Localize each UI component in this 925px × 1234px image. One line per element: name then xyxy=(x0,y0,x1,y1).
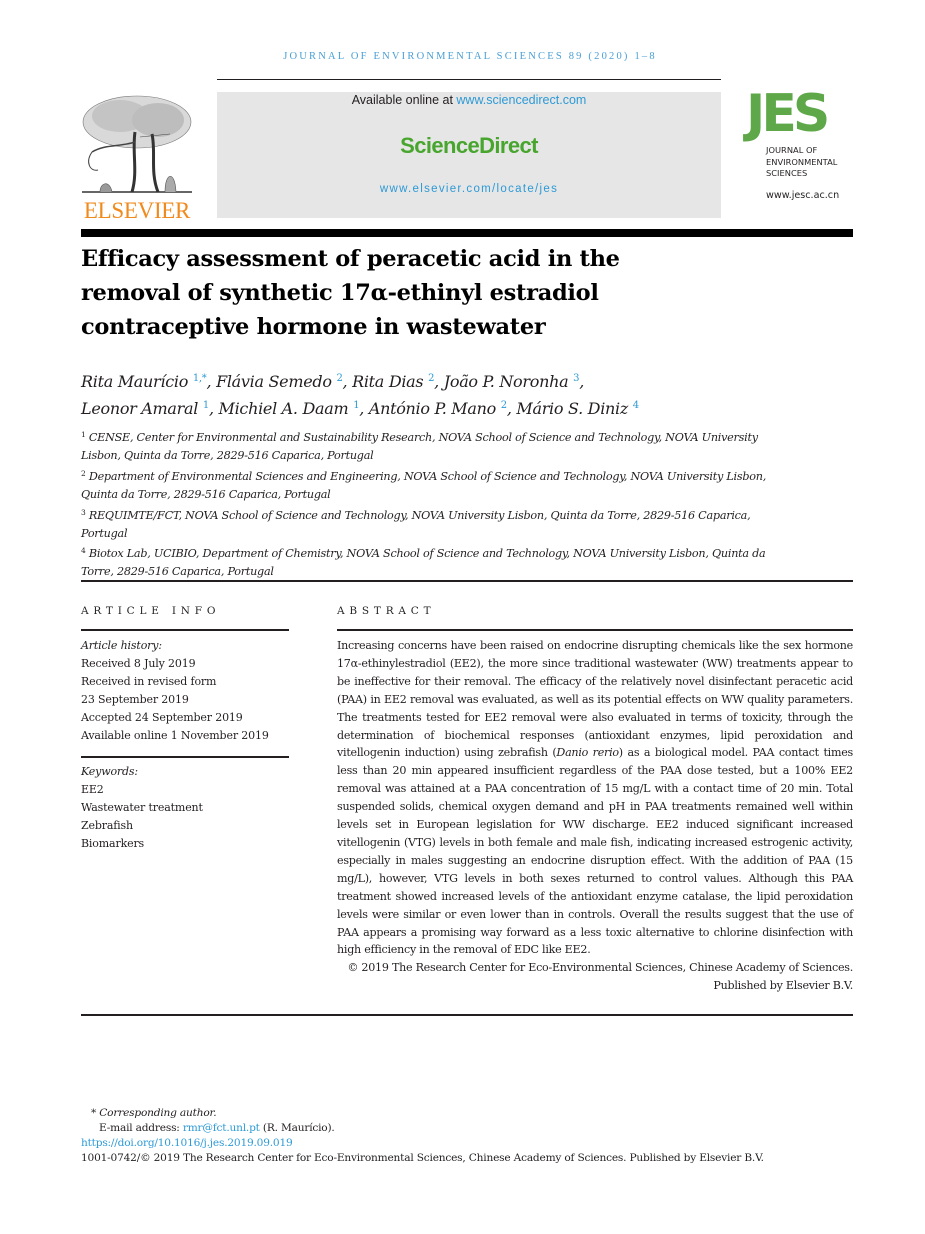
footnotes xyxy=(81,1106,764,1166)
email-line xyxy=(81,1121,764,1136)
history-item: Received in revised form xyxy=(81,674,217,688)
article-history xyxy=(81,637,269,744)
email-link[interactable]: rmr@fct.unl.pt xyxy=(182,1122,260,1134)
footnote-divider xyxy=(81,1014,853,1016)
affiliation-item xyxy=(81,426,781,465)
running-head: JOURNAL OF ENVIRONMENTAL SCIENCES 89 (2020) 1–8 xyxy=(283,51,657,62)
affiliation-text: Biotox Lab, UCIBIO, Department of Chemistry, NOVA School of Science and Technology, NOVA University Lisbon, Quinta da Torre, 2829-516 Caparica, Portugal xyxy=(81,547,766,579)
article-info-heading: ARTICLE INFO xyxy=(81,605,221,617)
abstract-copyright: © 2019 The Research Center for Eco-Environmental Sciences, Chinese Academy of Sciences. Published by Elsevier B.V. xyxy=(347,961,853,993)
sciencedirect-logo: ScienceDirect xyxy=(400,133,538,158)
jes-logo: JES xyxy=(746,84,827,144)
abstract-text-part: Increasing concerns have been raised on endocrine disrupting chemicals like the sex hormone 17α-ethinylestradiol (EE2), the more since traditional wastewater (WW) treatments appear to be ineffective for their removal. The efficacy of the relatively novel disinfectant peracetic acid (PAA) in EE2 removal was evaluated, as well as its potential effects on WW quality parameters. The treatments tested for EE2 removal were also evaluated in terms of toxicity, through the determination of biochemical responses (antioxidant enzymes, lipid peroxidation and vitellogenin induction) using zebrafish ( xyxy=(337,639,853,760)
abstract-text-part: ) as a biological model. PAA contact times less than 20 min appeared insufficient regardless of the PAA dose tested, but a 100% EE2 removal was attained at a PAA concentration of 15 mg/L with a contact time of 20 min. Total suspended solids, chemical oxygen demand and pH in PAA treatments remained well within levels set in European legislation for WW discharge. EE2 induced significant increased vitellogenin (VTG) levels in both female and male fish, indicating increased estrogenic activity, especially in males suggesting an endocrine disruption effect. With the addition of PAA (15 mg/L), however, VTG levels in both sexes returned to control values. Although this PAA treatment showed increased levels of the antioxidant enzyme catalase, the lipid peroxidation levels were similar or even lower than in controls. Overall the results suggest that the use of PAA appears a promising way forward as a less toxic alternative to chlorine disinfection with high efficiency in the removal of EDC like EE2. xyxy=(337,746,853,957)
affiliation-text: CENSE, Center for Environmental and Sustainability Research, NOVA School of Science and Technology, NOVA University Lisbon, Quinta da Torre, 2829-516 Caparica, Portugal xyxy=(81,431,758,462)
affiliation-item xyxy=(81,465,781,504)
author-affiliation-ref[interactable]: 2 xyxy=(336,373,343,384)
history-item: Accepted 24 September 2019 xyxy=(81,710,243,724)
keyword-item: Wastewater treatment xyxy=(81,800,203,814)
affiliation-item xyxy=(81,542,781,581)
affiliation-text: Department of Environmental Sciences and Engineering, NOVA School of Science and Technology, NOVA University Lisbon, Quinta da Torre, 2829-516 Caparica, Portugal xyxy=(81,469,767,501)
author-name: Mário S. Diniz xyxy=(516,399,628,418)
species-name: Danio rerio xyxy=(556,746,619,760)
keyword-item: Biomarkers xyxy=(81,836,145,850)
author-name: João P. Noronha xyxy=(443,372,569,391)
title-rule xyxy=(81,229,853,237)
jes-name-line: ENVIRONMENTAL xyxy=(766,156,838,167)
author-affiliation-ref[interactable]: 3 xyxy=(573,373,580,384)
journal-locate-link[interactable]: www.elsevier.com/locate/jes xyxy=(379,183,559,195)
affiliation-number: 1 xyxy=(81,430,86,439)
header-rule xyxy=(217,79,721,80)
jes-name-line: SCIENCES xyxy=(766,168,808,178)
section-divider xyxy=(81,580,853,582)
available-online-line xyxy=(217,93,721,107)
author-affiliation-ref[interactable]: 1,* xyxy=(192,373,207,384)
author-affiliation-ref[interactable]: 1 xyxy=(202,400,209,411)
history-item: Available online 1 November 2019 xyxy=(81,728,269,742)
issn-copyright: 1001-0742/© 2019 The Research Center for Eco-Environmental Sciences, Chinese Academy of Sciences. Published by Elsevier B.V. xyxy=(81,1152,764,1164)
abstract-text xyxy=(337,637,853,959)
author-affiliation-ref[interactable]: 4 xyxy=(632,400,639,411)
author-list: Rita Maurício $^{1,*}$, Flávia Semedo $^2$, Rita Dias $^2$, João P. Noronha $^3$, Leonor Amaral $^1$, Michiel A. Daam $^1$, António P. Mano $^2$, Mário S. Diniz $^4$ xyxy=(81,372,639,418)
author-name: Flávia Semedo xyxy=(216,372,332,391)
abstract-body xyxy=(337,637,853,995)
elsevier-wordmark: ELSEVIER xyxy=(83,198,191,223)
author-affiliation-ref[interactable]: 2 xyxy=(500,400,507,411)
corresponding-mark: * xyxy=(91,1107,97,1119)
doi-link[interactable]: https://doi.org/10.1016/j.jes.2019.09.019 xyxy=(81,1137,293,1149)
history-item: Received 8 July 2019 xyxy=(81,656,196,670)
affiliation-list xyxy=(81,426,781,581)
author-name: Leonor Amaral xyxy=(81,399,199,418)
abstract-heading: ABSTRACT xyxy=(337,605,436,617)
author-name: António P. Mano xyxy=(368,399,496,418)
sciencedirect-link[interactable]: www.sciencedirect.com xyxy=(456,93,587,107)
author-affiliation-ref[interactable]: 1 xyxy=(353,400,360,411)
article-info-rule xyxy=(81,629,289,631)
email-label: E-mail address: xyxy=(99,1122,180,1134)
affiliation-number: 3 xyxy=(81,507,86,517)
affiliation-number: 4 xyxy=(81,546,86,556)
jes-website-link[interactable]: www.jesc.ac.cn xyxy=(766,190,840,201)
affiliation-item xyxy=(81,504,781,543)
affiliation-number: 2 xyxy=(81,468,86,478)
keywords-rule xyxy=(81,756,289,758)
keyword-item: EE2 xyxy=(81,782,104,796)
email-owner: (R. Maurício). xyxy=(262,1122,335,1134)
affiliation-text: REQUIMTE/FCT, NOVA School of Science and Technology, NOVA University Lisbon, Quinta da Torre, 2829-516 Caparica, Portugal xyxy=(81,508,751,540)
available-online-label: Available online at xyxy=(351,93,453,107)
abstract-rule xyxy=(337,629,853,631)
author-affiliation-ref[interactable]: 2 xyxy=(428,373,435,384)
history-item: 23 September 2019 xyxy=(81,692,189,706)
keywords xyxy=(81,763,203,853)
jes-name-line: JOURNAL OF xyxy=(766,145,818,155)
author-name: Rita Maurício xyxy=(81,372,189,391)
corresponding-author-note xyxy=(81,1106,764,1121)
article-history-label: Article history: xyxy=(81,639,162,652)
corresponding-label: Corresponding author. xyxy=(99,1107,217,1119)
article-title: Efficacy assessment of peracetic acid in the removal of synthetic 17α-ethinyl estradiol contraceptive hormone in wastewater xyxy=(81,246,620,340)
author-name: Michiel A. Daam xyxy=(218,399,349,418)
author-name: Rita Dias xyxy=(352,372,424,391)
jes-journal-name xyxy=(766,145,837,180)
keywords-label: Keywords: xyxy=(81,765,138,778)
keyword-item: Zebrafish xyxy=(81,818,133,832)
